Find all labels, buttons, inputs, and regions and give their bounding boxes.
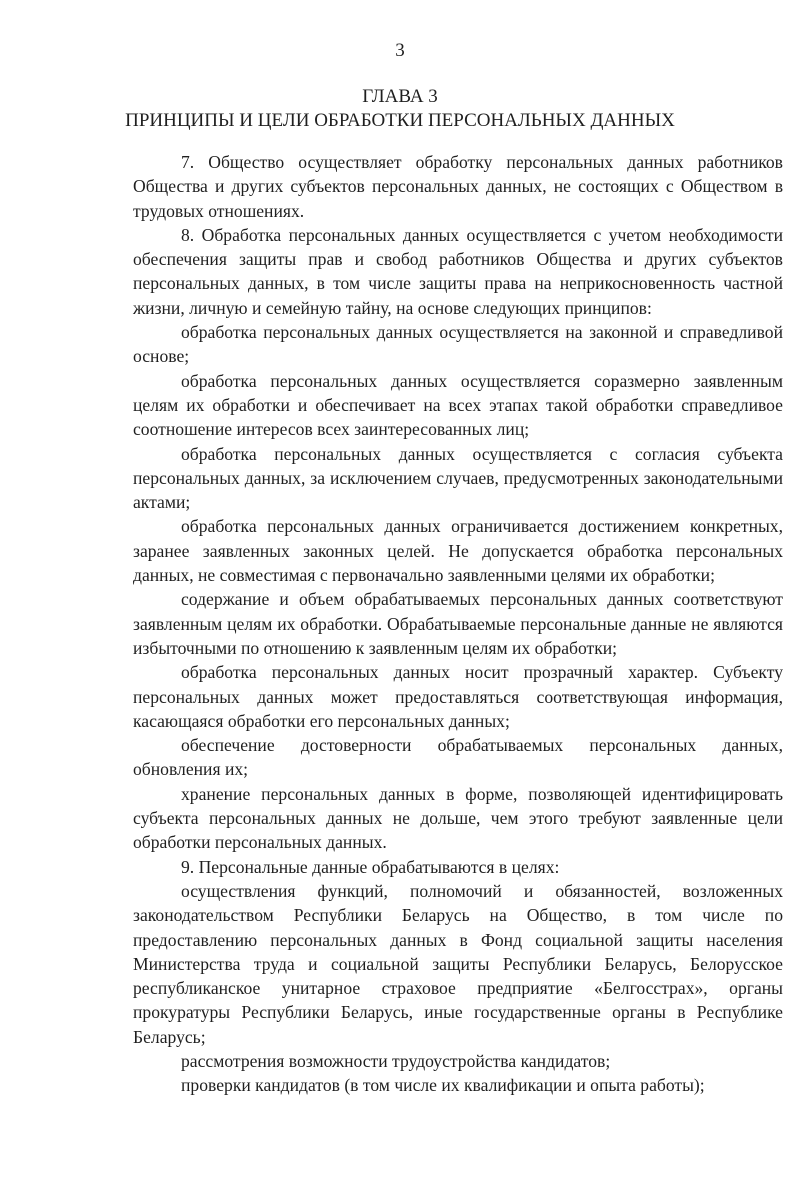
paragraph-8: 8. Обработка персональных данных осуществляется с учетом необходимости обеспечения защиты прав и свобод работников Общества и других субъектов персональных данных, в том числе защиты права на неприкосновенность частной жизни, личную и семейную тайну, на основе следующих принципов: <box>133 224 783 318</box>
chapter-title: ПРИНЦИПЫ И ЦЕЛИ ОБРАБОТКИ ПЕРСОНАЛЬНЫХ ДАННЫХ <box>125 110 675 131</box>
purpose-item: проверки кандидатов (в том числе их квалификации и опыта работы); <box>181 1075 705 1096</box>
principle-item: хранение персональных данных в форме, позволяющей идентифицировать субъекта персональных данных не дольше, чем этого требуют заявленные цели обработки персональных данных. <box>133 783 783 853</box>
principle-item: обеспечение достоверности обрабатываемых персональных данных, обновления их; <box>133 735 783 780</box>
chapter-number: ГЛАВА 3 <box>362 86 438 107</box>
principle-item: обработка персональных данных осуществляется с согласия субъекта персональных данных, за исключением случаев, предусмотренных законодательными актами; <box>133 443 783 513</box>
principle-item: обработка персональных данных носит прозрачный характер. Субъекту персональных данных может предоставляться соответствующая информация, касающаяся обработки его персональных данных; <box>133 662 783 731</box>
principle-item: обработка персональных данных осуществляется на законной и справедливой основе; <box>133 322 783 367</box>
document-body <box>133 150 783 1098</box>
paragraph-7: 7. Общество осуществляет обработку персональных данных работников Общества и других субъектов персональных данных, не состоящих с Обществом в трудовых отношениях. <box>133 152 783 221</box>
purpose-item: рассмотрения возможности трудоустройства кандидатов; <box>181 1050 611 1071</box>
principle-item: обработка персональных данных осуществляется соразмерно заявленным целям их обработки и обеспечивает на всех этапах такой обработки справедливое соотношение интересов всех заинтересованных лиц; <box>133 370 783 440</box>
page-number: 3 <box>395 40 405 61</box>
chapter-heading <box>0 85 800 133</box>
purpose-item: осуществления функций, полномочий и обязанностей, возложенных законодательством Республики Беларусь на Общество, в том числе по предоставлению персональных данных в Фонд социальной защиты населения Министерства труда и социальной защиты Республики Беларусь, Белорусское республиканское унитарное страховое предприятие «Белгосстрах», органы прокуратуры Республики Беларусь, иные государственные органы в Республике Беларусь; <box>133 880 783 1047</box>
principle-item: обработка персональных данных ограничивается достижением конкретных, заранее заявленных законных целей. Не допускается обработка персональных данных, не совместимая с первоначально заявленными целями их обработки; <box>133 516 783 586</box>
principle-item: содержание и объем обрабатываемых персональных данных соответствуют заявленным целям их обработки. Обрабатываемые персональные данные не являются избыточными по отношению к заявленным целям их обработки; <box>133 589 783 658</box>
paragraph-9: 9. Персональные данные обрабатываются в целях: <box>181 856 560 877</box>
